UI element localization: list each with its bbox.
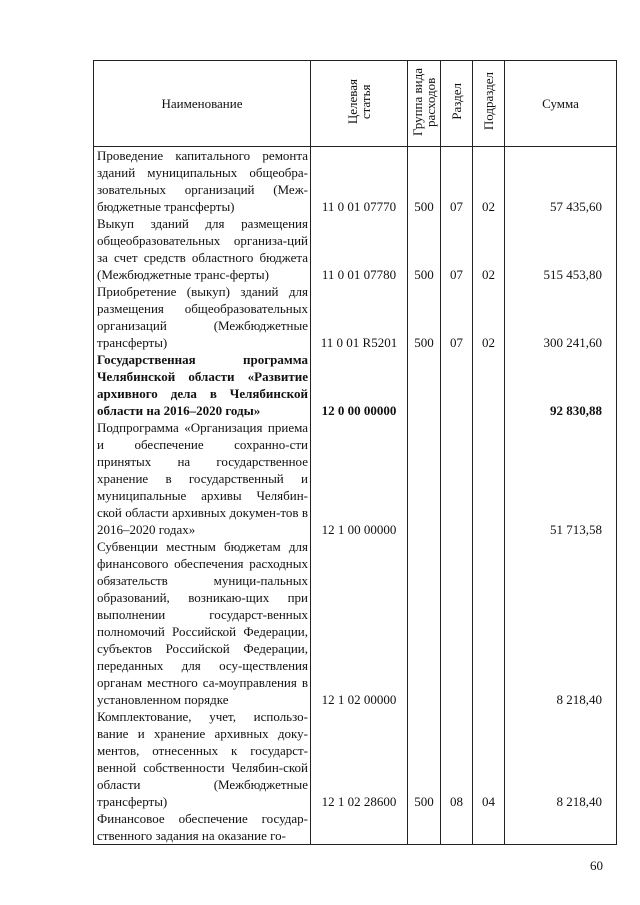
row-name: Подпрограмма «Организация приема и обеспечение сохранно-сти принятых на государственное хранение в государственный и муниципальные архивы Челябин-ской области архивных докумен-тов в 2016–2020 годах» bbox=[94, 419, 311, 538]
header-subsection: Подраздел bbox=[473, 61, 505, 147]
row-name: Приобретение (выкуп) зданий для размещения общеобразовательных организаций (Межбюджетные трансферты) bbox=[94, 283, 311, 351]
row-expense-group: 500 bbox=[408, 283, 441, 351]
table-row bbox=[94, 419, 617, 538]
header-sum: Сумма bbox=[505, 61, 617, 147]
table-header-row bbox=[94, 61, 617, 147]
row-name: Финансовое обеспечение государ-ственного задания на оказание го- bbox=[94, 810, 311, 845]
row-sum: 8 218,40 bbox=[505, 708, 617, 810]
row-section: 08 bbox=[441, 708, 473, 810]
row-sum: 8 218,40 bbox=[505, 538, 617, 708]
row-name: Комплектование, учет, использо-вание и хранение архивных доку-ментов, отнесенных к государст-венной собственности Челябин-ской области (Межбюджетные трансферты) bbox=[94, 708, 311, 810]
row-section: 07 bbox=[441, 215, 473, 283]
row-target-article: 12 0 00 00000 bbox=[311, 351, 408, 419]
row-expense-group: 500 bbox=[408, 147, 441, 216]
row-sum: 57 435,60 bbox=[505, 147, 617, 216]
row-expense-group: 500 bbox=[408, 708, 441, 810]
row-section bbox=[441, 419, 473, 538]
row-target-article: 11 0 01 07780 bbox=[311, 215, 408, 283]
row-subsection bbox=[473, 351, 505, 419]
table-row bbox=[94, 351, 617, 419]
row-name: Субвенции местным бюджетам для финансового обеспечения расходных обязательств муници-пальных образований, возникаю-щих при выполнении государст-венных полномочий Российской Федерации, субъектов Российской Федерации, переданных для осу-ществления органам местного са-моуправления в установленном порядке bbox=[94, 538, 311, 708]
header-target-article: Целевая статья bbox=[311, 61, 408, 147]
row-subsection: 04 bbox=[473, 708, 505, 810]
page-number: 60 bbox=[590, 858, 603, 873]
row-target-article: 12 1 02 28600 bbox=[311, 708, 408, 810]
row-sum bbox=[505, 810, 617, 845]
row-subsection: 02 bbox=[473, 283, 505, 351]
row-name: Государственная программа Челябинской области «Развитие архивного дела в Челябинской области на 2016–2020 годы» bbox=[94, 351, 311, 419]
header-name: Наименование bbox=[94, 61, 311, 147]
row-sum: 51 713,58 bbox=[505, 419, 617, 538]
row-expense-group bbox=[408, 351, 441, 419]
row-target-article: 12 1 02 00000 bbox=[311, 538, 408, 708]
header-section: Раздел bbox=[441, 61, 473, 147]
row-section bbox=[441, 538, 473, 708]
header-expense-group: Группа вида расходов bbox=[408, 61, 441, 147]
budget-table bbox=[93, 60, 617, 845]
row-target-article: 11 0 01 07770 bbox=[311, 147, 408, 216]
row-target-article: 11 0 01 R5201 bbox=[311, 283, 408, 351]
row-expense-group: 500 bbox=[408, 215, 441, 283]
row-subsection: 02 bbox=[473, 215, 505, 283]
row-sum: 515 453,80 bbox=[505, 215, 617, 283]
row-name: Проведение капитального ремонта зданий муниципальных общеобра-зовательных организаций (Меж-бюджетные трансферты) bbox=[94, 147, 311, 216]
row-section bbox=[441, 810, 473, 845]
table-row bbox=[94, 147, 617, 216]
row-target-article bbox=[311, 810, 408, 845]
row-expense-group bbox=[408, 810, 441, 845]
row-sum: 92 830,88 bbox=[505, 351, 617, 419]
row-section: 07 bbox=[441, 283, 473, 351]
table-row bbox=[94, 283, 617, 351]
table-row bbox=[94, 708, 617, 810]
table-row bbox=[94, 215, 617, 283]
row-name: Выкуп зданий для размещения общеобразовательных организа-ций за счет средств областного бюджета (Межбюджетные транс-ферты) bbox=[94, 215, 311, 283]
row-subsection bbox=[473, 419, 505, 538]
row-target-article: 12 1 00 00000 bbox=[311, 419, 408, 538]
row-expense-group bbox=[408, 538, 441, 708]
table-row bbox=[94, 538, 617, 708]
row-section bbox=[441, 351, 473, 419]
row-subsection bbox=[473, 810, 505, 845]
row-expense-group bbox=[408, 419, 441, 538]
table-row bbox=[94, 810, 617, 845]
row-subsection: 02 bbox=[473, 147, 505, 216]
row-subsection bbox=[473, 538, 505, 708]
row-section: 07 bbox=[441, 147, 473, 216]
row-sum: 300 241,60 bbox=[505, 283, 617, 351]
